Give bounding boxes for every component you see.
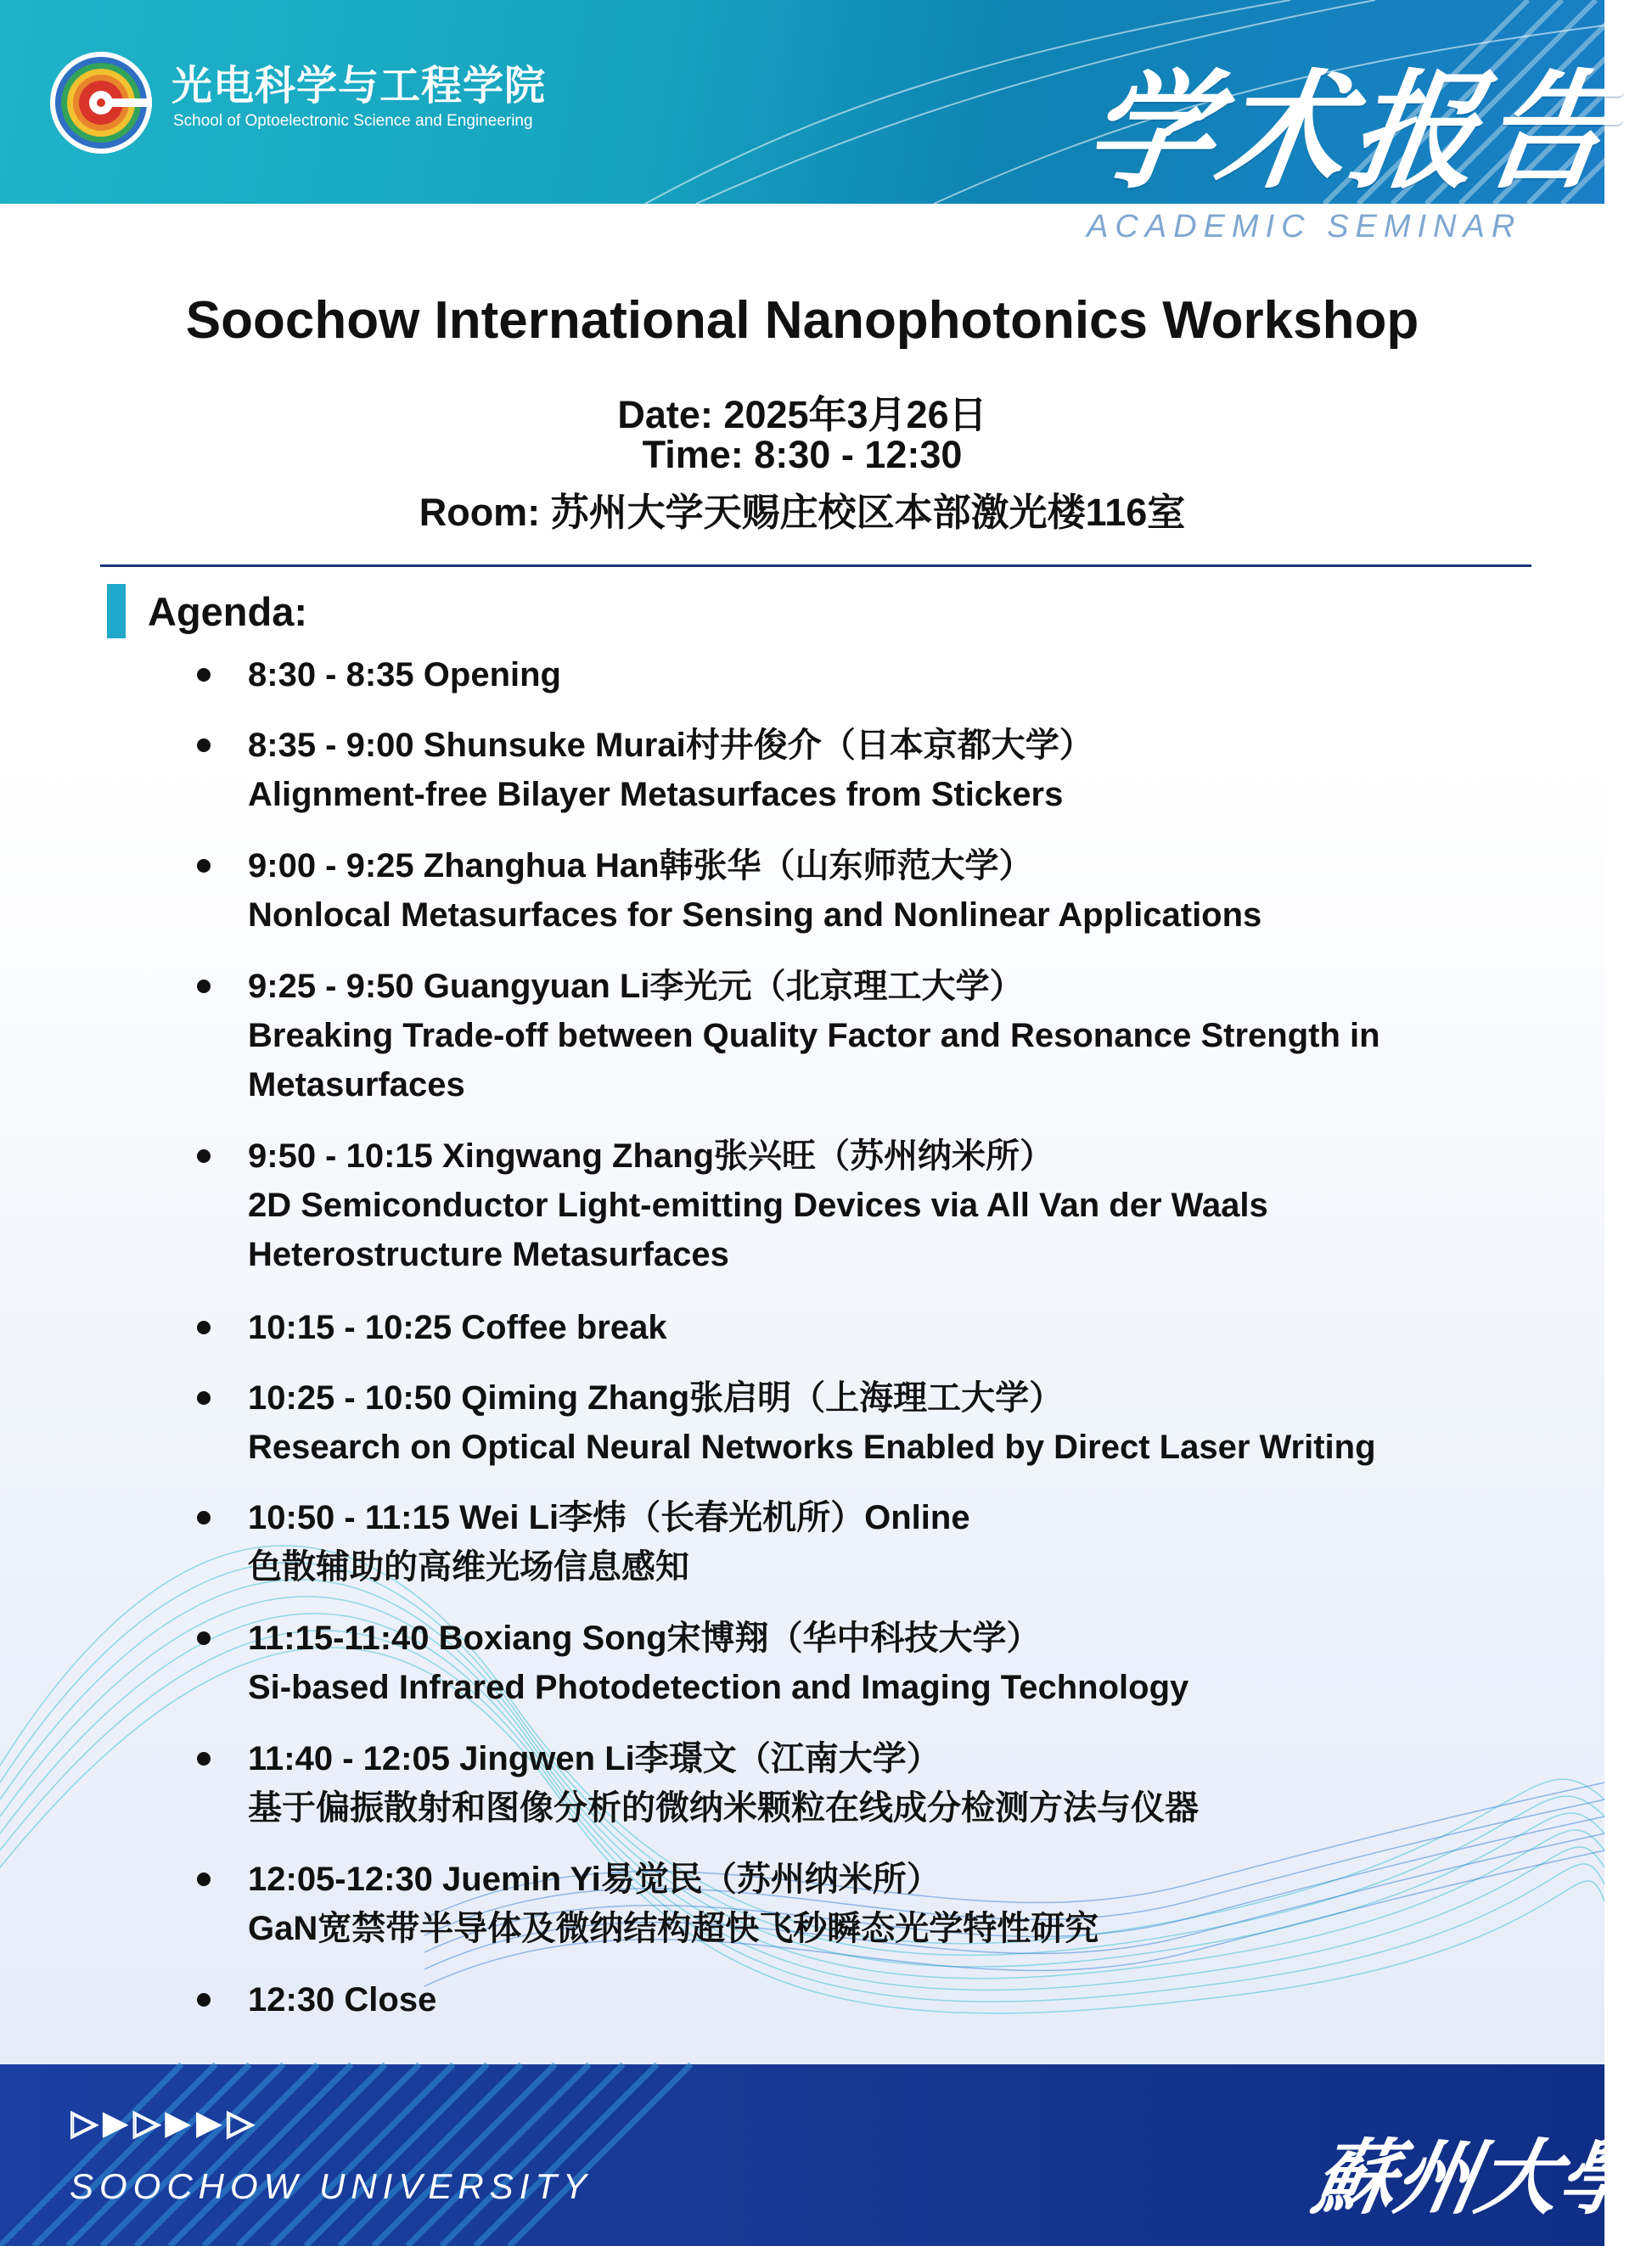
agenda-item-line: Nonlocal Metasurfaces for Sensing and Nonlinear Applications	[248, 896, 1262, 934]
event-date: Date: 2025年3月26日	[617, 393, 987, 436]
bullet-icon	[197, 738, 211, 752]
agenda-item-line: 8:30 - 8:35 Opening	[248, 656, 561, 693]
bullet-icon	[197, 980, 211, 993]
agenda-item-line: 10:25 - 10:50 Qiming Zhang张启明（上海理工大学）	[248, 1379, 1064, 1417]
agenda-item-line: 8:35 - 9:00 Shunsuke Murai村井俊介（日本京都大学）	[248, 727, 1093, 764]
agenda-item-line: 11:40 - 12:05 Jingwen Li李璟文（江南大学）	[248, 1740, 941, 1777]
agenda-item	[248, 1614, 1521, 1712]
agenda-item	[248, 1493, 1521, 1592]
institution-name-cn: 光电科学与工程学院	[171, 62, 547, 109]
agenda-item-line: 基于偏振散射和图像分析的微纳米颗粒在线成分检测方法与仪器	[248, 1789, 1199, 1827]
bullet-icon	[197, 1873, 211, 1886]
bullet-icon	[197, 668, 211, 682]
agenda-item-line: Si-based Infrared Photodetection and Imaging Technology	[248, 1669, 1189, 1706]
event-room: Room: 苏州大学天赐庄校区本部激光楼116室	[419, 491, 1186, 534]
footer-arrows-icon: ▷▶▷▶▶▷	[71, 2104, 259, 2142]
agenda-heading: Agenda:	[148, 589, 307, 634]
agenda-item-line: 2D Semiconductor Light-emitting Devices via All Van der Waals	[248, 1187, 1268, 1224]
university-name-cn: 蘇州大學	[1306, 2130, 1649, 2226]
agenda-item-line: Breaking Trade-off between Quality Factor and Resonance Strength in	[248, 1017, 1380, 1054]
agenda-item-line: Research on Optical Neural Networks Enabled by Direct Laser Writing	[248, 1429, 1376, 1466]
agenda-item-line: Alignment-free Bilayer Metasurfaces from Stickers	[248, 776, 1064, 813]
agenda-item	[248, 1131, 1521, 1279]
section-divider	[100, 564, 1531, 567]
bullet-icon	[197, 1511, 211, 1524]
agenda-item	[248, 650, 1521, 699]
agenda-item-line: 10:50 - 11:15 Wei Li李炜（长春光机所）Online	[248, 1499, 970, 1536]
agenda-item	[248, 1855, 1521, 1953]
agenda-item	[248, 1373, 1521, 1472]
agenda-item-line: 9:25 - 9:50 Guangyuan Li李光元（北京理工大学）	[248, 968, 1024, 1005]
agenda-accent-bar	[107, 584, 126, 638]
university-name-en: SOOCHOW UNIVERSITY	[70, 2166, 593, 2206]
bullet-icon	[197, 1631, 211, 1645]
event-title: Soochow International Nanophotonics Workshop	[185, 291, 1419, 350]
bullet-icon	[197, 1752, 211, 1766]
agenda-item	[248, 962, 1521, 1109]
bullet-icon	[197, 1993, 211, 2007]
agenda-item	[248, 721, 1521, 819]
agenda-item-line: 12:05-12:30 Juemin Yi易觉民（苏州纳米所）	[248, 1861, 941, 1898]
agenda-item-line: Metasurfaces	[248, 1066, 465, 1103]
institution-name-en: School of Optoelectronic Science and Engineering	[173, 112, 533, 130]
agenda-item	[248, 841, 1521, 940]
agenda-item-line: 12:30 Close	[248, 1981, 437, 2019]
bullet-icon	[197, 1321, 211, 1334]
agenda-item-line: 9:00 - 9:25 Zhanghua Han韩张华（山东师范大学）	[248, 847, 1033, 884]
agenda-item-line: 11:15-11:40 Boxiang Song宋博翔（华中科技大学）	[248, 1620, 1041, 1657]
seminar-heading-en: ACADEMIC SEMINAR	[1087, 209, 1522, 244]
event-time: Time: 8:30 - 12:30	[642, 433, 963, 476]
agenda-item-line: Heterostructure Metasurfaces	[248, 1236, 729, 1273]
agenda-item-line: GaN宽禁带半导体及微纳结构超快飞秒瞬态光学特性研究	[248, 1910, 1099, 1947]
agenda-item	[248, 1303, 1521, 1352]
agenda-item-line: 色散辅助的高维光场信息感知	[248, 1548, 689, 1586]
bullet-icon	[197, 1391, 211, 1405]
bullet-icon	[197, 1149, 211, 1163]
seminar-heading-cn: 学术报告	[1076, 57, 1627, 206]
agenda-item	[248, 1734, 1521, 1833]
school-logo-icon	[48, 49, 155, 156]
bullet-icon	[197, 859, 211, 873]
agenda-item-line: 9:50 - 10:15 Xingwang Zhang张兴旺（苏州纳米所）	[248, 1137, 1054, 1175]
agenda-item-line: 10:15 - 10:25 Coffee break	[248, 1309, 667, 1346]
agenda-item	[248, 1975, 1521, 2024]
